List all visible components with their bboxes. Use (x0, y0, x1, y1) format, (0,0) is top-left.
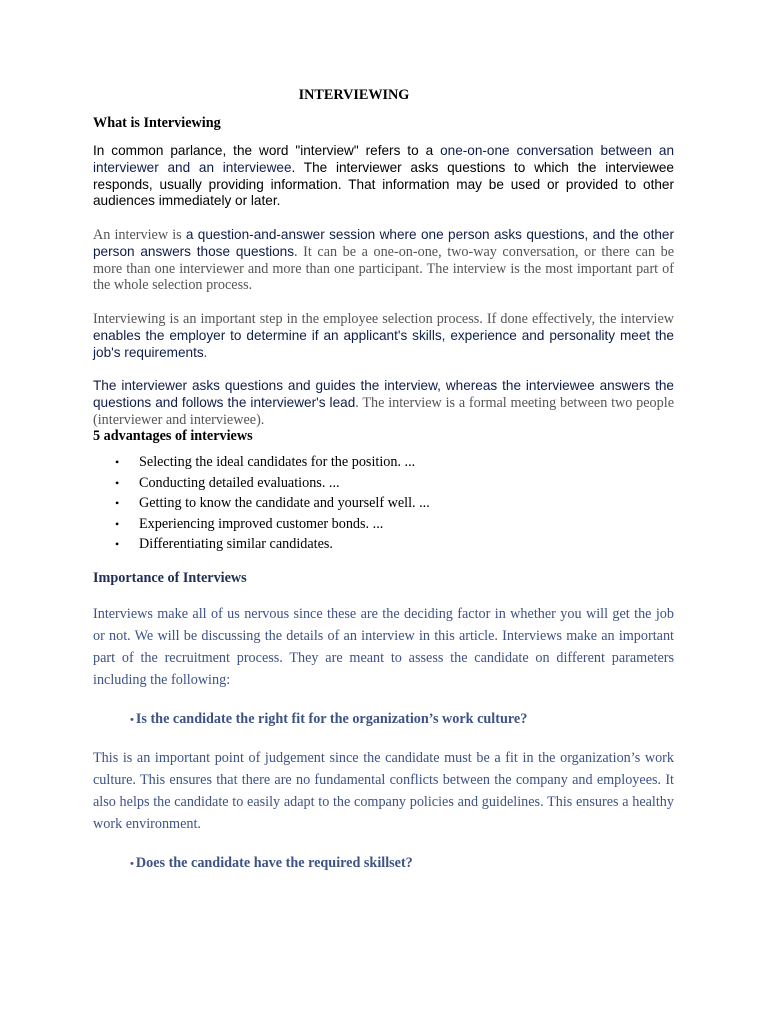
p3-tail: . (203, 344, 208, 361)
heading-importance: Importance of Interviews (93, 570, 247, 586)
paragraph-interviewer-role (93, 378, 674, 428)
bullet-icon: • (130, 858, 134, 870)
p1-highlight: one-on-one conversation between an interviewer and an interviewee (93, 143, 674, 175)
paragraph-importance: Interviews make all of us nervous since these are the deciding factor in whether you will get the job or not. We will be discussing the details of an interview in this article. Interviews make an important part of the recruitment process. They are meant to assess the candidate on different parameters including the following: (93, 606, 674, 688)
bullet-icon: • (115, 496, 120, 511)
question-skillset (130, 855, 413, 872)
heading-advantages: 5 advantages of interviews (93, 428, 253, 444)
bullet-icon: • (115, 475, 120, 490)
list-item (115, 514, 430, 535)
p2-tail: . It can be a one-on-one, two-way conversation, or there can be more than one interviewer and more than one participant. The interview is the most important part of the whole selection process. (93, 243, 675, 294)
p3-lead: Interviewing is an important step in the employee selection process. If done effectively, the interview (93, 311, 674, 327)
p1-lead: In common parlance, the word "interview" refers to a (93, 143, 441, 158)
question-text: Does the candidate have the required skillset? (135, 855, 413, 871)
list-item (115, 534, 430, 555)
document-title: INTERVIEWING (298, 87, 410, 103)
paragraph-definition (93, 143, 674, 210)
p4-tail: . The interview is a formal meeting between two people (interviewer and interviewee). (93, 394, 674, 428)
p4-highlight: The interviewer asks questions and guides the interview, whereas the interviewee answers the questions and follows the interviewer's lead (93, 378, 674, 410)
paragraph-work-culture: This is an important point of judgement since the candidate must be a fit in the organization’s work culture. This ensures that there are no fundamental conflicts between the company and employees. It also helps the candidate to easily adapt to the company policies and guidelines. This ensures a healthy work environment. (93, 750, 674, 832)
paragraph-question-answer (93, 227, 674, 294)
bullet-icon: • (115, 537, 120, 552)
advantage-text: Differentiating similar candidates. (139, 536, 333, 553)
p2-lead: An interview is (93, 227, 186, 243)
bullet-icon: • (130, 714, 134, 726)
p1-tail: . The interviewer asks questions to which the interviewee responds, usually providing information. That information may be used or provided to other audiences immediately or later. (93, 159, 674, 209)
advantages-list (115, 452, 430, 555)
bullet-icon: • (115, 516, 120, 531)
p3-highlight: enables the employer to determine if an applicant's skills, experience and personality meet the job's requirements (93, 327, 674, 360)
heading-what-is-interviewing: What is Interviewing (93, 115, 221, 131)
question-text: Is the candidate the right fit for the organization’s work culture? (135, 711, 528, 727)
list-item (115, 452, 430, 473)
bullet-icon: • (115, 455, 120, 469)
advantage-text: Selecting the ideal candidates for the position. ... (139, 454, 416, 470)
p2-highlight: a question-and-answer session where one person asks questions, and the other person answers those questions (93, 227, 674, 259)
paragraph-selection-step (93, 311, 674, 361)
question-work-culture (130, 711, 527, 728)
advantage-text: Getting to know the candidate and yourself well. ... (139, 495, 430, 512)
list-item (115, 473, 430, 494)
advantage-text: Experiencing improved customer bonds. ... (139, 515, 384, 532)
list-item (115, 493, 430, 514)
advantage-text: Conducting detailed evaluations. ... (139, 474, 340, 491)
